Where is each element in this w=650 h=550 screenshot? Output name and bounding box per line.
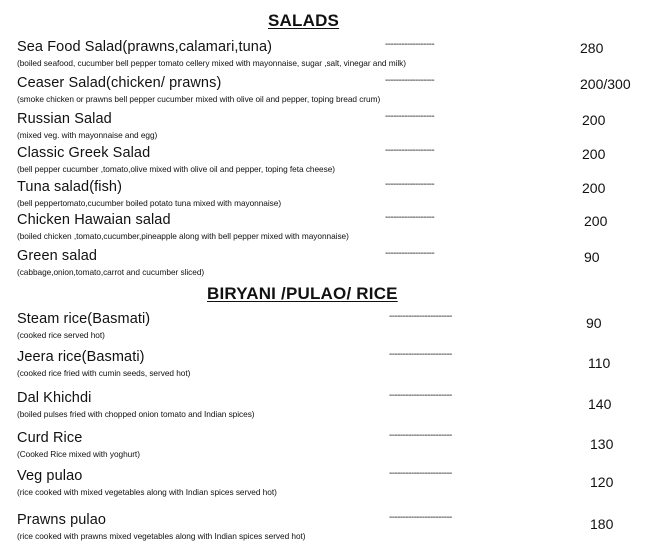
- item-price: 200: [582, 146, 606, 162]
- dotted-leader: ------------------: [385, 145, 435, 156]
- dotted-leader: ------------------: [385, 111, 435, 122]
- dotted-leader: ------------------: [385, 248, 435, 259]
- item-description: (cooked rice served hot): [17, 330, 105, 340]
- item-name: Prawns pulao: [17, 512, 107, 528]
- item-price: 200/300: [580, 76, 631, 92]
- dotted-leader: ------------------: [385, 212, 435, 223]
- menu-item: [0, 39, 650, 75]
- dotted-leader: -----------------------: [389, 468, 452, 479]
- dotted-leader: -----------------------: [389, 311, 452, 322]
- item-description: (rice cooked with prawns mixed vegetables along with Indian spices served hot): [17, 531, 306, 541]
- item-name: Tuna salad(fish): [17, 179, 123, 195]
- dotted-leader: ------------------: [385, 39, 435, 50]
- dotted-leader: ------------------: [385, 179, 435, 190]
- menu-item: [0, 311, 650, 347]
- item-description: (boiled pulses fried with chopped onion tomato and Indian spices): [17, 409, 255, 419]
- item-name: Russian Salad: [17, 111, 112, 127]
- item-description: (smoke chicken or prawns bell pepper cucumber mixed with olive oil and pepper, toping bread crum): [17, 94, 381, 104]
- menu-item: [0, 179, 650, 215]
- section-title-salads: SALADS: [268, 11, 340, 30]
- item-price: 130: [590, 436, 614, 452]
- item-name: Jeera rice(Basmati): [17, 349, 145, 365]
- item-price: 90: [586, 315, 602, 331]
- item-price: 200: [582, 180, 606, 196]
- menu-item: [0, 390, 650, 426]
- item-description: (cooked rice fried with cumin seeds, served hot): [17, 368, 191, 378]
- menu-item: [0, 111, 650, 147]
- item-name: Green salad: [17, 248, 98, 264]
- item-name: Steam rice(Basmati): [17, 311, 151, 327]
- item-price: 200: [584, 213, 608, 229]
- dotted-leader: -----------------------: [389, 512, 452, 523]
- menu-item: [0, 75, 650, 111]
- menu-item: [0, 430, 650, 466]
- item-description: (Cooked Rice mixed with yoghurt): [17, 449, 140, 459]
- item-name: Curd Rice: [17, 430, 83, 446]
- item-description: (bell peppertomato,cucumber boiled potato tuna mixed with mayonnaise): [17, 198, 282, 208]
- menu-item: [0, 468, 650, 504]
- item-name: Dal Khichdi: [17, 390, 92, 406]
- item-name: Ceaser Salad(chicken/ prawns): [17, 75, 222, 91]
- item-description: (mixed veg. with mayonnaise and egg): [17, 130, 158, 140]
- item-price: 120: [590, 474, 614, 490]
- dotted-leader: -----------------------: [389, 390, 452, 401]
- item-price: 140: [588, 396, 612, 412]
- item-name: Sea Food Salad(prawns,calamari,tuna): [17, 39, 273, 55]
- item-description: (boiled seafood, cucumber bell pepper tomato cellery mixed with mayonnaise, sugar ,salt, vinegar and milk): [17, 58, 406, 68]
- item-name: Chicken Hawaian salad: [17, 212, 171, 228]
- dotted-leader: -----------------------: [389, 430, 452, 441]
- item-description: (bell pepper cucumber ,tomato,olive mixed with olive oil and pepper, toping feta cheese): [17, 164, 335, 174]
- menu-item: [0, 512, 650, 548]
- menu-item: [0, 145, 650, 181]
- item-description: (boiled chicken ,tomato,cucumber,pineapple along with bell pepper mixed with mayonnaise): [17, 231, 349, 241]
- item-price: 280: [580, 40, 604, 56]
- item-price: 200: [582, 112, 606, 128]
- item-price: 90: [584, 249, 600, 265]
- item-name: Classic Greek Salad: [17, 145, 151, 161]
- item-description: (rice cooked with mixed vegetables along with Indian spices served hot): [17, 487, 277, 497]
- menu-item: [0, 349, 650, 385]
- section-title-biryani-pulao-rice: BIRYANI /PULAO/ RICE: [207, 284, 398, 303]
- dotted-leader: -----------------------: [389, 349, 452, 360]
- menu-item: [0, 212, 650, 248]
- dotted-leader: ------------------: [385, 75, 435, 86]
- item-description: (cabbage,onion,tomato,carrot and cucumber sliced): [17, 267, 205, 277]
- item-price: 180: [590, 516, 614, 532]
- item-price: 110: [588, 355, 611, 371]
- item-name: Veg pulao: [17, 468, 83, 484]
- menu-item: [0, 248, 650, 284]
